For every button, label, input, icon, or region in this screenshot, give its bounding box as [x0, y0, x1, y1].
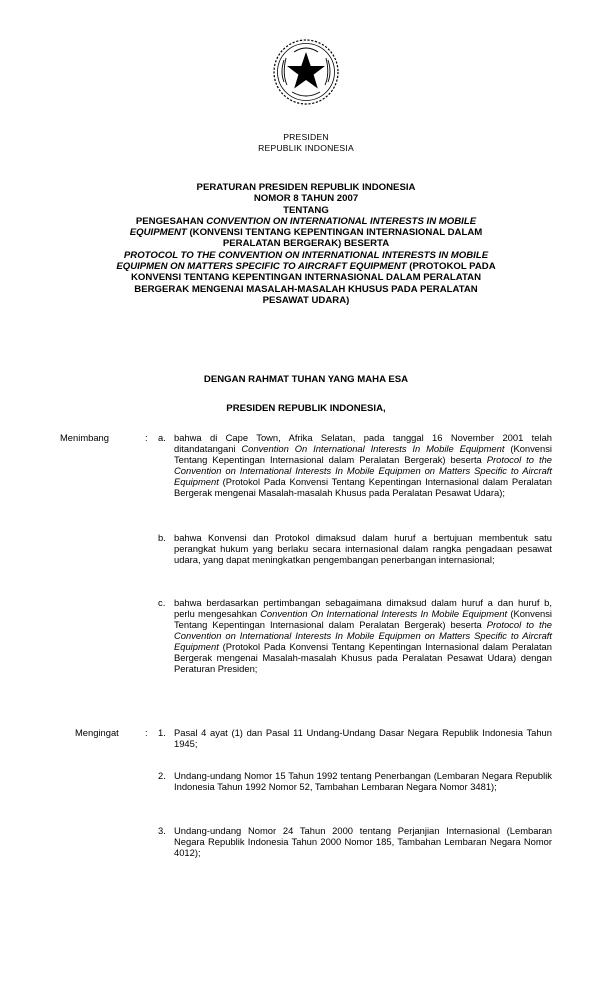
preamble-rahmat: DENGAN RAHMAT TUHAN YANG MAHA ESA: [203, 374, 409, 385]
item-marker: 3.: [158, 825, 166, 836]
title-line: BERGERAK MENGENAI MASALAH-MASALAH KHUSUS PADA PERALATAN: [134, 283, 478, 295]
header-line-presiden: PRESIDEN: [283, 132, 329, 142]
consideration-item-a: bahwa di Cape Town, Afrika Selatan, pada tanggal 16 November 2001 telah ditandatangani Convention On International Interests In Mobile Equipment (Konvensi Tentang Kepentingan Internasional dalam Peralatan Bergerak) beserta Protocol to the Convention on International Interests In Mobile Equipmen on Matters Specific to Aircraft Equipment (Protokol Pada Konvensi Tentang Kepentingan Internasional dalam Peralatan Bergerak mengenai Masalah-masalah Khusus pada Peralatan Pesawat Udara);: [174, 432, 553, 498]
item-marker: b.: [158, 532, 166, 543]
legal-basis-item-3: Undang-undang Nomor 24 Tahun 2000 tentang Perjanjian Internasional (Lembaran Negara Republik Indonesia Tahun 2000 Nomor 185, Tambahan Lembaran Negara Nomor 4012);: [174, 825, 552, 858]
header-line-republik: REPUBLIK INDONESIA: [258, 143, 354, 153]
title-line: NOMOR 8 TAHUN 2007: [253, 193, 359, 205]
title-fragment: PENGESAHAN: [135, 215, 207, 227]
title-fragment: (KONVENSI TENTANG KEPENTINGAN INTERNASIONAL DALAM: [186, 227, 483, 239]
title-fragment-italic: CONVENTION ON INTERNATIONAL INTERESTS IN MOBILE: [206, 215, 477, 227]
title-line: [60, 227, 552, 238]
title-fragment: (PROTOKOL PADA: [406, 261, 496, 273]
title-line: PERALATAN BERGERAK) BESERTA: [222, 238, 390, 250]
section-colon: :: [145, 432, 148, 443]
item-marker: 2.: [158, 770, 166, 781]
item-marker: 1.: [158, 727, 166, 738]
title-line: PERATURAN PRESIDEN REPUBLIK INDONESIA: [196, 182, 416, 193]
item-marker: c.: [158, 597, 166, 608]
title-line: PESAWAT UDARA): [262, 294, 350, 306]
legal-basis-item-1: Pasal 4 ayat (1) dan Pasal 11 Undang-Undang Dasar Negara Republik Indonesia Tahun 1945;: [174, 727, 552, 749]
title-line: [60, 216, 552, 227]
title-line: KONVENSI TENTANG KEPENTINGAN INTERNASIONAL DALAM PERALATAN: [131, 272, 481, 284]
item-marker: a.: [158, 432, 166, 443]
title-fragment-italic: EQUIPMEN ON MATTERS SPECIFIC TO AIRCRAFT EQUIPMENT: [116, 261, 407, 273]
title-fragment-italic: EQUIPMENT: [129, 227, 187, 239]
title-line: PROTOCOL TO THE CONVENTION ON INTERNATIONAL INTERESTS IN MOBILE: [123, 249, 489, 261]
preamble-presiden: PRESIDEN REPUBLIK INDONESIA,: [226, 403, 386, 414]
consideration-item-c: bahwa berdasarkan pertimbangan sebagaimana dimaksud dalam huruf a dan huruf b, perlu mengesahkan Convention On International Interests In Mobile Equipment (Konvensi Tentang Kepentingan Internasional dalam Peralatan Bergerak) beserta Protocol to the Convention on International Interests In Mobile Equipmen on Matters Specific to Aircraft Equipment (Protokol Pada Konvensi Tentang Kepentingan Internasional dalam Peralatan Bergerak mengenai Masalah-masalah Khusus pada Peralatan Pesawat Udara) dengan Peraturan Presiden;: [174, 597, 553, 674]
regulation-title: [60, 182, 552, 306]
legal-basis-item-2: Undang-undang Nomor 15 Tahun 1992 tentang Penerbangan (Lembaran Negara Republik Indonesia Tahun 1992 Nomor 52, Tambahan Lembaran Negara Nomor 3481);: [174, 770, 552, 792]
garuda-star-emblem-icon: [272, 38, 340, 106]
consideration-item-b: bahwa Konvensi dan Protokol dimaksud dalam huruf a bertujuan membentuk satu perangkat hukum yang berlaku secara internasional dalam rangka pengadaan pesawat udara, yang dapat meningkatkan pengembangan penerbangan internasional;: [174, 532, 552, 565]
title-line: TENTANG: [283, 204, 329, 216]
section-label-mengingat: Mengingat: [75, 727, 119, 738]
section-label-menimbang: Menimbang: [60, 432, 109, 443]
title-line: [60, 261, 552, 272]
section-colon: :: [145, 727, 148, 738]
